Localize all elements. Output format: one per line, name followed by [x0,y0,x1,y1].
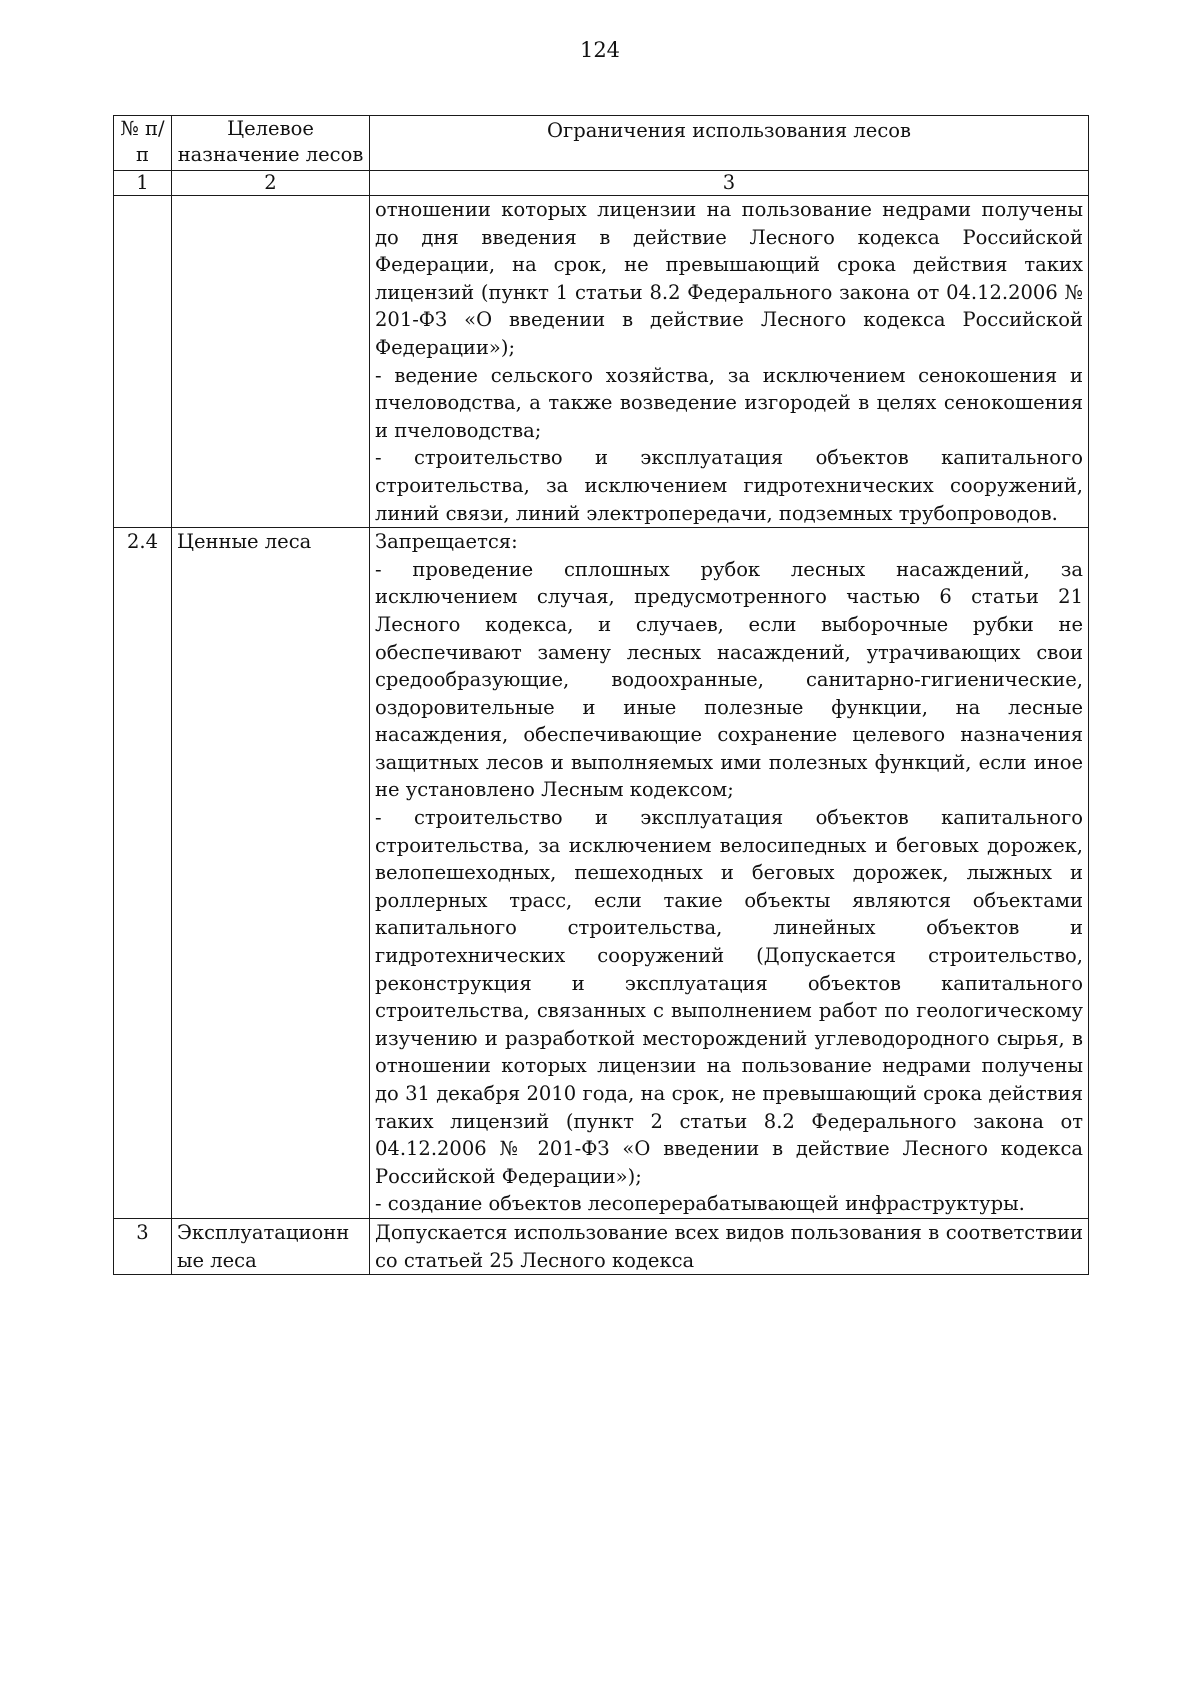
page-number: 124 [579,38,621,62]
row-number: 2.4 [114,528,172,1219]
table-row [114,1218,1089,1274]
row-number: 3 [114,1218,172,1274]
table-row [114,528,1089,1219]
table-header-row [114,116,1089,171]
row-restrictions [370,1218,1089,1274]
column-number-2: 2 [172,171,370,196]
table-row [114,196,1089,528]
header-purpose: Целевое назначение лесов [172,116,370,171]
row-purpose: Эксплуатационн ые леса [172,1218,370,1274]
header-restrictions: Ограничения использования лесов [370,116,1089,171]
restriction-paragraph: - проведение сплошных рубок лесных насаждений, за исключением случая, предусмотренного частью 6 статьи 21 Лесного кодекса, и случаев, если выборочные рубки не обеспечивают замену лесных насаждений, утрачивающих свои средообразующие, водоохранные, санитарно-гигиенические, оздоровительные и иные полезные функции, на лесные насаждения, обеспечивающие сохранение целевого назначения защитных лесов и выполняемых ими полезных функций, если иное не установлено Лесным кодексом; [375,557,1083,802]
row-number [114,196,172,528]
header-number: № п/п [114,116,172,171]
restriction-paragraph: - ведение сельского хозяйства, за исключением сенокошения и пчеловодства, а также возведение изгородей в целях сенокошения и пчеловодства; [375,363,1083,442]
row-restrictions [370,196,1089,528]
row-purpose [172,196,370,528]
restriction-paragraph: Допускается использование всех видов пользования в соответствии со статьей 25 Лесного кодекса [375,1220,1083,1272]
column-number-1: 1 [114,171,172,196]
column-number-3: 3 [370,171,1089,196]
restrictions-table [113,115,1089,1275]
restriction-paragraph: отношении которых лицензии на пользование недрами получены до дня введения в действие Лесного кодекса Российской Федерации, на срок, не превышающий срока действия таких лицензий (пункт 1 статьи 8.2 Федерального закона от 04.12.2006 № 201-ФЗ «О введении в действие Лесного кодекса Российской Федерации»); [375,198,1083,359]
restriction-paragraph: - строительство и эксплуатация объектов капитального строительства, за исключением велосипедных и беговых дорожек, велопешеходных, пешеходных и беговых дорожек, лыжных и роллерных трасс, если такие объекты являются объектами капитального строительства, линейных объектов и гидротехнических сооружений (Допускается строительство, реконструкция и эксплуатация объектов капитального строительства, связанных с выполнением работ по геологическому изучению и разработкой месторождений углеводородного сырья, в отношении которых лицензии на пользование недрами получены до 31 декабря 2010 года, на срок, не превышающий срока действия таких лицензий (пункт 2 статьи 8.2 Федерального закона от 04.12.2006 № 201-ФЗ «О введении в действие Лесного кодекса Российской Федерации»); [375,806,1083,1188]
column-number-row [114,171,1089,196]
restriction-paragraph: - создание объектов лесоперерабатывающей инфраструктуры. [375,1192,1025,1216]
restriction-paragraph: Запрещается: [375,530,518,554]
row-restrictions [370,528,1089,1219]
row-purpose: Ценные леса [172,528,370,1219]
restriction-paragraph: - строительство и эксплуатация объектов капитального строительства, за исключением гидротехнических сооружений, линий связи, линий электропередачи, подземных трубопроводов. [375,446,1083,525]
